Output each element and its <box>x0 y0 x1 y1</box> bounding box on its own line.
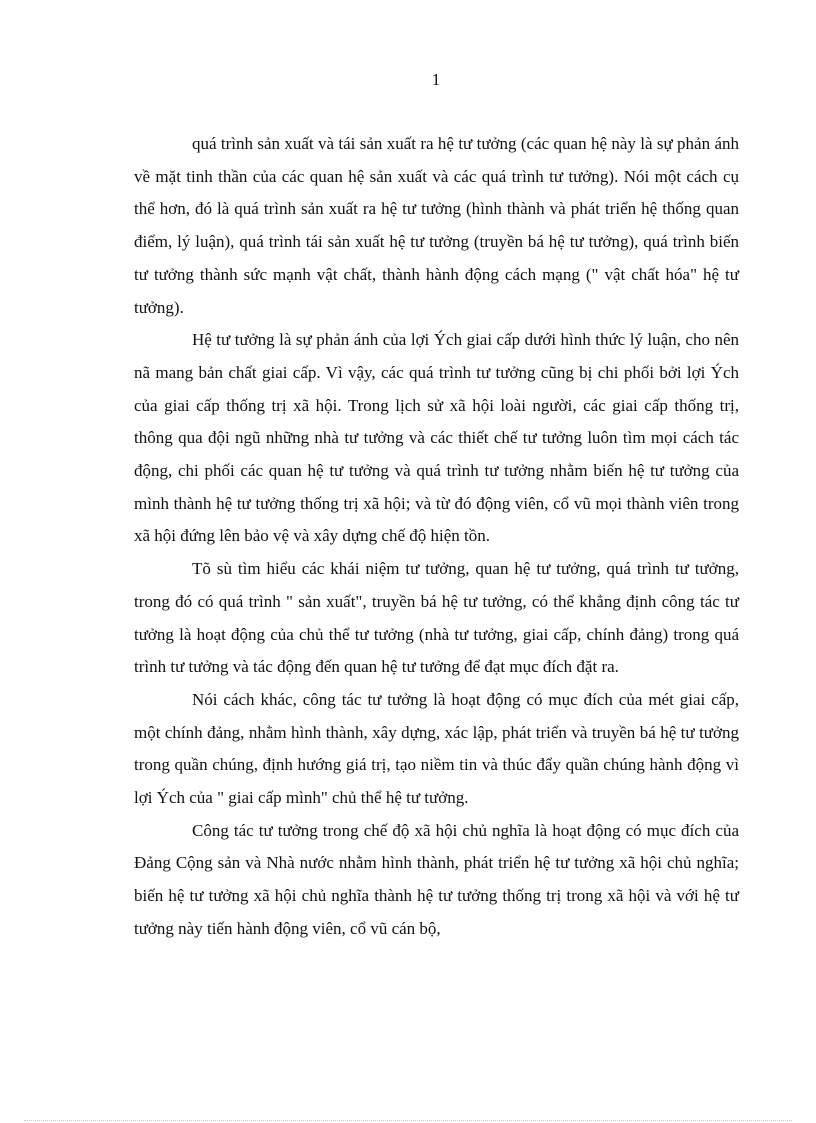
paragraph-5: Công tác tư tưởng trong chế độ xã hội chủ nghĩa là hoạt động có mục đích của Đảng Cộng sản và Nhà nước nhằm hình thành, phát triển hệ tư tưởng xã hội chủ nghĩa; biến hệ tư tưởng xã hội chủ nghĩa thành hệ tư tưởng thống trị trong xã hội và với hệ tư tưởng này tiến hành động viên, cổ vũ cán bộ, <box>134 820 739 938</box>
paragraph-1: quá trình sản xuất và tái sản xuất ra hệ tư tưởng (các quan hệ này là sự phản ánh về mặt tinh thần của các quan hệ sản xuất và các quá trình tư tưởng). Nói một cách cụ thể hơn, đó là quá trình sản xuất ra hệ tư tưởng (hình thành và phát triển hệ thống quan điểm, lý luận), quá trình tái sản xuất hệ tư tưởng (truyền bá hệ tư tưởng), quá trình biến tư tưởng thành sức mạnh vật chất, thành hành động cách mạng (" vật chất hóa" hệ tư tưởng). <box>134 134 739 317</box>
paragraph-4: Nói cách khác, công tác tư tưởng là hoạt động có mục đích của mét giai cấp, một chính đảng, nhằm hình thành, xây dựng, xác lập, phát triển và truyền bá hệ tư tưởng trong quần chúng, định hướng giá trị, tạo niềm tin và thúc đẩy quần chúng hành động vì lợi Ých của " giai cấp mình" chủ thể hệ tư tưởng. <box>134 689 739 808</box>
paragraph-3: Tõ sù tìm hiểu các khái niệm tư tưởng, quan hệ tư tưởng, quá trình tư tưởng, trong đó có quá trình " sản xuất", truyền bá hệ tư tưởng, có thể khẳng định công tác tư tưởng là hoạt động của chủ thể tư tưởng (nhà tư tưởng, giai cấp, chính đảng) trong quá trình tư tưởng và tác động đến quan hệ tư tưởng để đạt mục đích đặt ra. <box>134 559 739 677</box>
paragraph-2: Hệ tư tưởng là sự phản ánh của lợi Ých giai cấp dưới hình thức lý luận, cho nên nã mang bản chất giai cấp. Vì vậy, các quá trình tư tưởng cũng bị chi phối bởi lợi Ých của giai cấp thống trị xã hội. Trong lịch sử xã hội loài người, các giai cấp thống trị, thông qua đội ngũ những nhà tư tưởng và các thiết chế tư tưởng luôn tìm mọi cách tác động, chi phối các quan hệ tư tưởng và quá trình tư tưởng nhằm biến hệ tư tưởng của mình thành hệ tư tưởng thống trị xã hội; và từ đó động viên, cổ vũ mọi thành viên trong xã hội đứng lên bảo vệ và xây dựng chế độ hiện tồn. <box>134 330 739 546</box>
page-number: 1 <box>431 70 441 89</box>
page-bottom-divider <box>24 1120 792 1121</box>
document-body <box>134 128 739 946</box>
